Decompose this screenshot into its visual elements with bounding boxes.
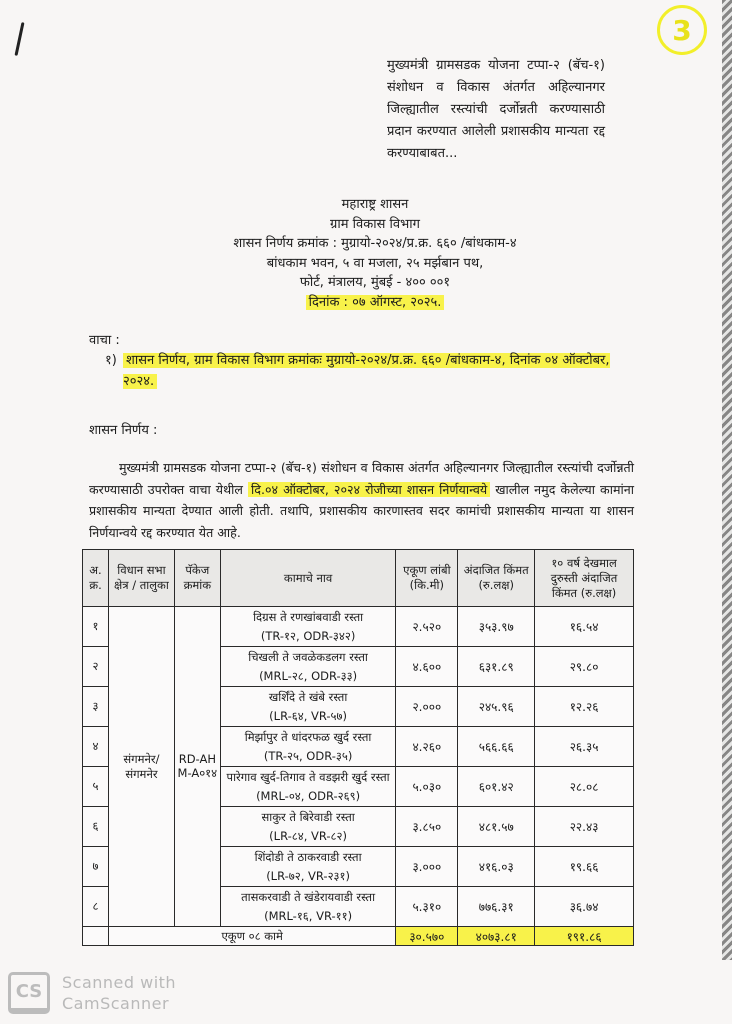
header-work-name: कामाचे नाव	[220, 550, 396, 607]
cell-maintenance: १९.६६	[535, 847, 634, 887]
department-name: ग्राम विकास विभाग	[330, 216, 420, 232]
cell-maintenance: २९.८०	[535, 647, 634, 687]
work-name: पारेगाव खुर्द-तिगाव ते वडझरी खुर्द रस्ता	[226, 769, 390, 784]
table-header-row	[83, 550, 634, 607]
cell-cost: ४१६.०३	[458, 847, 535, 887]
cell-cost: २४५.९६	[458, 687, 535, 727]
table-row	[83, 607, 634, 647]
page-number-highlight	[657, 5, 707, 55]
camscanner-logo-icon: CS	[8, 972, 50, 1014]
header-package: पॅकेज क्रमांक	[174, 550, 220, 607]
cell-length: ३.८५०	[396, 807, 458, 847]
decision-text-highlight: दि.०४ ऑक्टोबर, २०२४ रोजीच्या शासन निर्णयान्वये	[248, 482, 490, 497]
cell-cost: ६०१.४२	[458, 767, 535, 807]
cell-sr: ६	[83, 807, 109, 847]
table-total-row	[83, 927, 634, 946]
cell-length: ४.२६०	[396, 727, 458, 767]
cell-length: ४.६००	[396, 647, 458, 687]
cell-sr: २	[83, 647, 109, 687]
works-table	[82, 549, 634, 946]
issue-date: दिनांक : ०७ ऑगस्ट, २०२५.	[306, 295, 445, 310]
decision-label: शासन निर्णय :	[89, 423, 158, 438]
handwritten-slash-mark	[14, 22, 24, 56]
cell-sr: ५	[83, 767, 109, 807]
cell-cost: ७७६.३१	[458, 887, 535, 927]
cell-maintenance: १२.२६	[535, 687, 634, 727]
road-code: (TR-१२, ODR-३४२)	[260, 628, 356, 643]
work-name: शिंदोडी ते ठाकरवाडी रस्ता	[254, 849, 362, 864]
work-name: तासकरवाडी ते खंडेरायवाडी रस्ता	[241, 889, 376, 904]
work-name: दिग्रस ते रणखांबवाडी रस्ता	[253, 609, 364, 624]
road-code: (MRL-२८, ODR-३३)	[259, 668, 358, 683]
subject-text: मुख्यमंत्री ग्रामसडक योजना टप्पा-२ (बॅच-१) संशोधन व विकास अंतर्गत अहिल्यानगर जिल्ह्यातील रस्त्यांची दर्जोन्नती करण्यासाठी प्रदान करण्यात आलेली प्रशासकीय मान्यता रद्द करण्याबाबत...	[387, 58, 605, 161]
road-code: (LR-८४, VR-८२)	[269, 828, 347, 843]
decision-text-part2: खालील नमुद केलेल्या कामांना प्रशासकीय मान्यता देण्यात आली होती. तथापि, प्रशासकीय कारणास्तव सदर कामांची प्रशासकीय मान्यता या शासन निर्णयान्वये रद्द करण्यात येत आहे.	[89, 481, 635, 540]
cell-total-label: एकूण ०८ कामे	[108, 927, 395, 946]
cell-work-name	[220, 647, 396, 687]
cell-total-maintenance: १९१.८६	[535, 927, 634, 946]
cell-work-name	[220, 807, 396, 847]
cell-length: ५.३१०	[396, 887, 458, 927]
cell-sr: १	[83, 607, 109, 647]
watermark-line-2: CamScanner	[62, 994, 170, 1013]
cell-work-name	[220, 607, 396, 647]
cell-length: २.५२०	[396, 607, 458, 647]
work-name: मिर्झापुर ते धांदरफळ खुर्द रस्ता	[244, 729, 372, 744]
cell-total-cost: ४०७३.८१	[458, 927, 535, 946]
cell-maintenance: २२.४३	[535, 807, 634, 847]
cell-total-empty	[83, 927, 109, 946]
page-edge-shadow	[722, 0, 732, 960]
cell-sr: ३	[83, 687, 109, 727]
decision-paragraph	[89, 457, 634, 543]
cell-work-name	[220, 727, 396, 767]
header-length: एकूण लांबी (कि.मी)	[396, 550, 458, 607]
cell-maintenance: २६.३५	[535, 727, 634, 767]
header-maintenance: १० वर्ष देखमाल दुरुस्ती अंदाजित किंमत (रु.लक्ष)	[535, 550, 634, 607]
road-code: (LR-७२, VR-२३१)	[266, 868, 350, 883]
page-number: 3	[672, 13, 692, 47]
government-name: महाराष्ट्र शासन	[341, 197, 409, 212]
address-line-2: फोर्ट, मंत्रालय, मुंबई - ४०० ००१	[299, 275, 451, 290]
reference-text: शासन निर्णय, ग्राम विकास विभाग क्रमांकः मुग्रायो-२०२४/प्र.क्र. ६६० /बांधकाम-४, दिनांक ०४ ऑक्टोबर, २०२४.	[123, 353, 610, 389]
address-line-1: बांधकाम भवन, ५ वा मजला, २५ मर्झबान पथ,	[266, 255, 484, 271]
watermark-line-1: Scanned with	[62, 973, 177, 992]
road-code: (TR-२५, ODR-३५)	[263, 748, 353, 763]
reference-number: १)	[105, 353, 117, 368]
cell-cost: ६३१.८९	[458, 647, 535, 687]
cell-maintenance: ३६.७४	[535, 887, 634, 927]
cell-length: ३.०००	[396, 847, 458, 887]
work-name: चिखली ते जवळेकडलग रस्ता	[248, 649, 368, 664]
cell-total-length: ३०.५७०	[396, 927, 458, 946]
header-cost: अंदाजित किंमत (रु.लक्ष)	[458, 550, 535, 607]
cell-cost: ५६६.६६	[458, 727, 535, 767]
header-sr: अ. क्र.	[83, 550, 109, 607]
references-label: वाचा :	[89, 333, 120, 348]
decision-text-part1: मुख्यमंत्री ग्रामसडक योजना टप्पा-२ (बॅच-१) संशोधन व विकास अंतर्गत अहिल्यानगर जिल्ह्यातील रस्त्यांची दर्जोन्नती करण्यासाठी उपरोक्त वाचा येथील	[89, 460, 634, 497]
cell-length: ५.०३०	[396, 767, 458, 807]
cell-work-name	[220, 767, 396, 807]
road-code: (MRL-०४, ODR-२६९)	[256, 788, 361, 803]
cell-work-name	[220, 887, 396, 927]
cell-work-name	[220, 687, 396, 727]
camscanner-watermark	[8, 972, 176, 1014]
cell-sr: ७	[83, 847, 109, 887]
cell-cost: ४८१.५७	[458, 807, 535, 847]
work-name: साकुर ते बिरेवाडी रस्ता	[261, 809, 355, 824]
cell-maintenance: २८.०८	[535, 767, 634, 807]
cell-length: २.०००	[396, 687, 458, 727]
cell-sr: ४	[83, 727, 109, 767]
cell-sr: ८	[83, 887, 109, 927]
road-code: (MRL-१६, VR-११)	[264, 908, 353, 923]
document-header	[175, 195, 575, 312]
cell-package: RD-AHM-A०१४	[174, 607, 220, 927]
cell-cost: ३५३.९७	[458, 607, 535, 647]
gr-number: शासन निर्णय क्रमांक : मुग्रायो-२०२४/प्र.क्र. ६६० /बांधकाम-४	[233, 236, 517, 251]
cell-maintenance: १६.५४	[535, 607, 634, 647]
cell-constituency: संगमनेर/ संगमनेर	[108, 607, 174, 927]
header-constituency: विधान सभा क्षेत्र / तालुका	[108, 550, 174, 607]
work-name: खर्शिंदे ते खंबे रस्ता	[268, 689, 348, 704]
cell-work-name	[220, 847, 396, 887]
road-code: (LR-६४, VR-५७)	[269, 708, 347, 723]
